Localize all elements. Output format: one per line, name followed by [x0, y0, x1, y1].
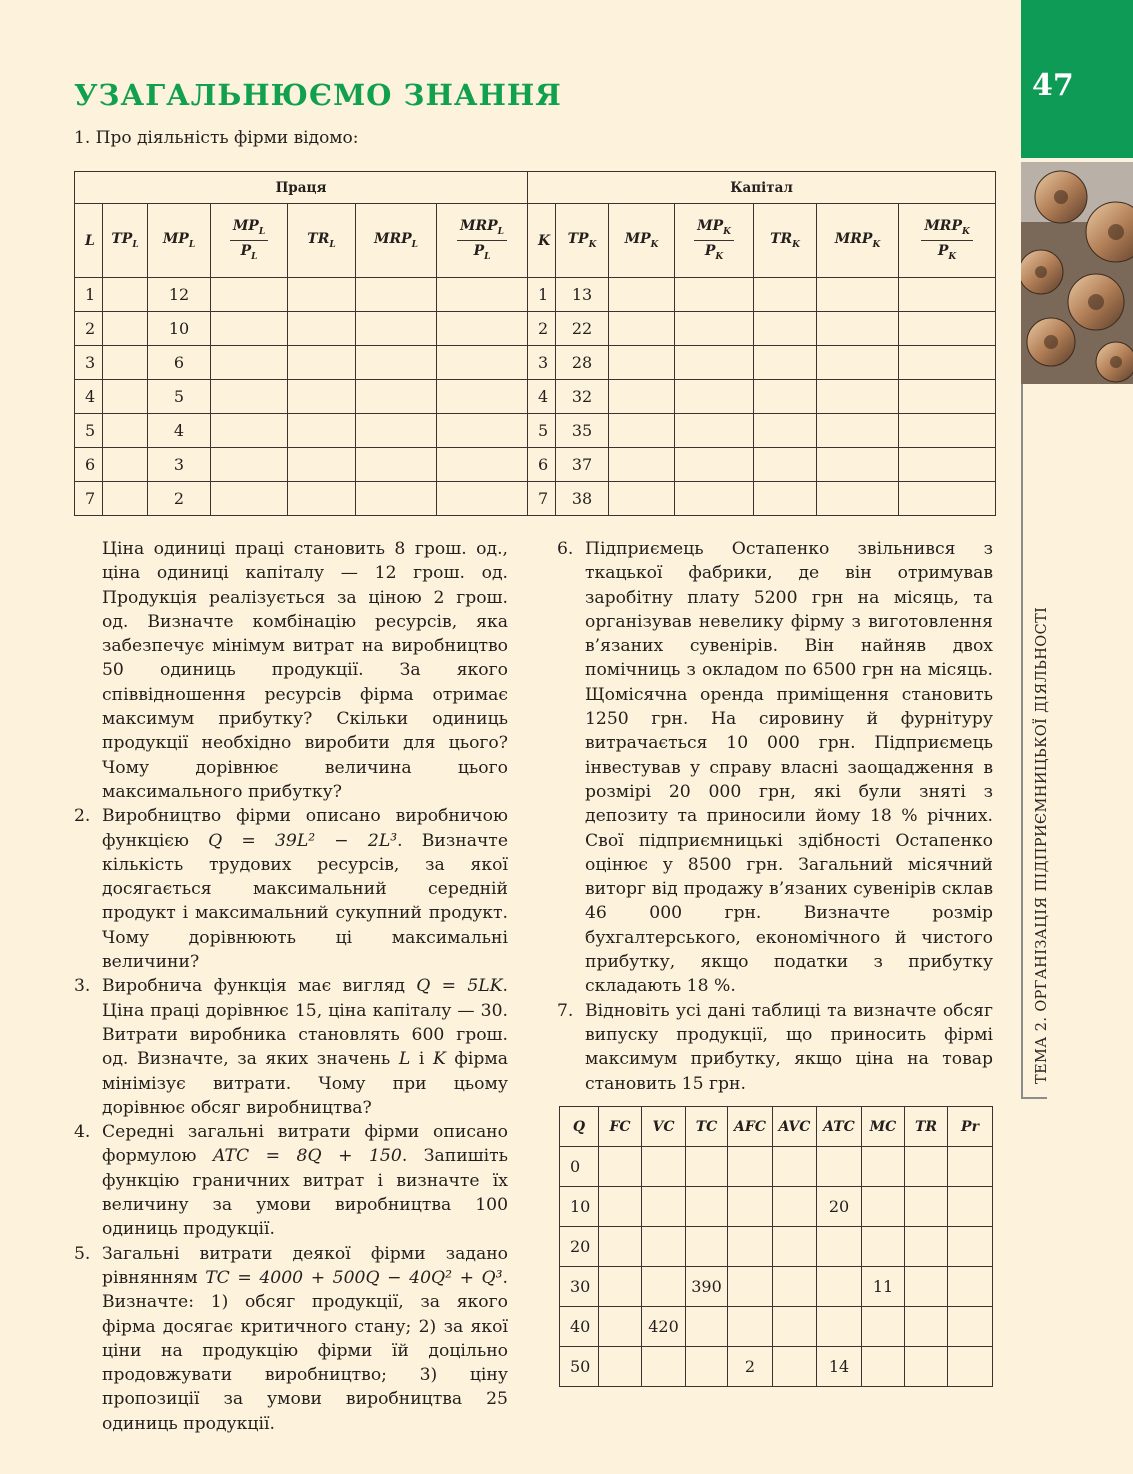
cell-K: 4 [528, 380, 556, 414]
cell-avc [773, 1147, 817, 1187]
cell-atc: 20 [817, 1187, 862, 1227]
cell [754, 312, 817, 346]
cell [437, 278, 528, 312]
cell [356, 482, 437, 516]
cell [103, 346, 148, 380]
cell [609, 278, 675, 312]
cell-avc [773, 1307, 817, 1347]
cell-TPK: 28 [556, 346, 609, 380]
cell [899, 448, 996, 482]
cell-L: 5 [75, 414, 103, 448]
cell [899, 312, 996, 346]
table-row [75, 346, 996, 380]
task-1-text [74, 537, 508, 804]
cell-TPK: 32 [556, 380, 609, 414]
task-3-var-K: K [432, 1049, 446, 1070]
cell [288, 312, 356, 346]
cell [288, 482, 356, 516]
left-text-column [74, 537, 508, 1436]
cell-vc [642, 1147, 686, 1187]
task-4-number: 4. [74, 1122, 91, 1143]
cell-K: 7 [528, 482, 556, 516]
task-6-text: Підприємець Остапенко звільнився з ткацької фабрики, де він отримував заробітну плату 5200 грн на місяць, та організував невелику фірму з виготовлення в’язаних сувенірів. Він найняв двох помічниць з окладом по 6500 грн на місяць. Щомісячна оренда приміщення становить 1250 грн. На сировину й фурнітуру витрачається 10 000 грн. Підприємець інвестував у справу власні заощадження в розмірі 20 000 грн, які були зняті з депозиту та приносили йому 18 % річних. Свої підприємницькі здібності Остапенко оцінює у 8500 грн. Загальний місячний виторг від продажу в’язаних сувенірів склав 46 000 грн. Визначте розмір бухгалтерського, економічного й чистого прибутку, якщо податки з прибутку складають 18 %. [585, 539, 993, 997]
col-MPL-PL: $\frac{MP_L}{P_L}$ [211, 204, 288, 278]
cell-vc [642, 1267, 686, 1307]
cell-pr [948, 1267, 993, 1307]
task-1-intro: 1. Про діяльність фірми відомо: [74, 128, 359, 148]
side-rule-bottom [1021, 1097, 1047, 1099]
cell [675, 346, 754, 380]
col-TRK: $TR_K$ [754, 204, 817, 278]
task-2-number: 2. [74, 806, 91, 827]
cell-q: 50 [560, 1347, 599, 1387]
task-2-text-a: Виробництво фірми описано виробничою функцією [102, 806, 508, 851]
cell [754, 448, 817, 482]
cell [675, 482, 754, 516]
task-4 [74, 1120, 508, 1241]
group-capital-header: Капітал [528, 172, 996, 204]
cell-mc: 11 [862, 1267, 905, 1307]
cell-avc [773, 1347, 817, 1387]
cell [675, 448, 754, 482]
cell [356, 312, 437, 346]
cell-vc: 420 [642, 1307, 686, 1347]
table-row [560, 1187, 993, 1227]
cell-avc [773, 1187, 817, 1227]
col-q: Q [560, 1107, 599, 1147]
cell [211, 312, 288, 346]
cell [899, 414, 996, 448]
table-row [75, 482, 996, 516]
task-3-formula: Q = 5LK [416, 976, 503, 997]
table-row [560, 1147, 993, 1187]
cell [103, 448, 148, 482]
cell [211, 380, 288, 414]
cell [356, 278, 437, 312]
cell-tr [905, 1347, 948, 1387]
col-MPK-PK: $\frac{MP_K}{P_K}$ [675, 204, 754, 278]
cell-mc [862, 1347, 905, 1387]
cell-tr [905, 1227, 948, 1267]
cell [899, 380, 996, 414]
cell-tr [905, 1307, 948, 1347]
cell-K: 5 [528, 414, 556, 448]
cell-mc [862, 1147, 905, 1187]
task-3-and: і [410, 1049, 433, 1070]
cell-atc [817, 1267, 862, 1307]
cell-atc: 14 [817, 1347, 862, 1387]
cell [899, 278, 996, 312]
task-5-formula: TC = 4000 + 500Q − 40Q² + Q³ [205, 1267, 503, 1288]
cell [609, 414, 675, 448]
cell-fc [599, 1187, 642, 1227]
task-3-text-b: . Ціна праці дорівнює 15, ціна капіталу — 30. Витрати виробника становлять 600 грош. од. Визначте, за яких значень [102, 976, 508, 1070]
cell-K: 1 [528, 278, 556, 312]
task-7 [557, 999, 993, 1096]
cell-q: 0 [560, 1147, 599, 1187]
cell-L: 6 [75, 448, 103, 482]
table-row [75, 414, 996, 448]
cell-afc [728, 1147, 773, 1187]
table-row [75, 312, 996, 346]
cell-mc [862, 1187, 905, 1227]
cell [817, 312, 899, 346]
task-6-number: 6. [557, 539, 574, 559]
cell [817, 482, 899, 516]
cell [899, 346, 996, 380]
cell-MPL: 10 [148, 312, 211, 346]
cell-fc [599, 1227, 642, 1267]
cell-avc [773, 1227, 817, 1267]
section-heading: УЗАГАЛЬНЮЄМО ЗНАННЯ [74, 78, 562, 112]
table-row [75, 380, 996, 414]
cell-TPK: 22 [556, 312, 609, 346]
cell [675, 380, 754, 414]
col-vc: VC [642, 1107, 686, 1147]
cell-K: 2 [528, 312, 556, 346]
cell-vc [642, 1227, 686, 1267]
cell [675, 278, 754, 312]
cell-pr [948, 1227, 993, 1267]
cell-TPK: 13 [556, 278, 609, 312]
task-5-text-b: . Визначте: 1) обсяг продукції, за якого фірма досягає критичного стану; 2) за якої ціни на продукцію фірми їй доцільно продовжувати виробництво; 3) ціну пропозиції за умови виробництва 25 одиниць продукції. [102, 1267, 508, 1434]
cell-MPL: 4 [148, 414, 211, 448]
task-3 [74, 974, 508, 1120]
cell-atc [817, 1307, 862, 1347]
cell [437, 448, 528, 482]
cell-q: 10 [560, 1187, 599, 1227]
cell-tc [686, 1307, 728, 1347]
table-row [560, 1347, 993, 1387]
group-labor-header: Праця [75, 172, 528, 204]
cell [288, 346, 356, 380]
col-MPL: $MP_L$ [148, 204, 211, 278]
cell [609, 312, 675, 346]
cell [609, 380, 675, 414]
cell-q: 40 [560, 1307, 599, 1347]
cell [211, 346, 288, 380]
cell [356, 380, 437, 414]
task-6 [557, 537, 993, 999]
cell-q: 30 [560, 1267, 599, 1307]
cell-MPL: 3 [148, 448, 211, 482]
chapter-side-title: ТЕМА 2. ОРГАНІЗАЦІЯ ПІДПРИЄМНИЦЬКОЇ ДІЯЛЬНОСТІ [1034, 606, 1050, 1084]
cell-pr [948, 1307, 993, 1347]
table1-header-row [75, 204, 996, 278]
cell [211, 414, 288, 448]
table-row [560, 1307, 993, 1347]
cell-MPL: 2 [148, 482, 211, 516]
task-5-number: 5. [74, 1243, 91, 1264]
cell-L: 7 [75, 482, 103, 516]
cell-L: 3 [75, 346, 103, 380]
table-row [75, 448, 996, 482]
cell [754, 414, 817, 448]
col-MPK: $MP_K$ [609, 204, 675, 278]
cell-atc [817, 1147, 862, 1187]
col-K: K [528, 204, 556, 278]
table-row [560, 1267, 993, 1307]
cell [356, 346, 437, 380]
col-TRL: $TR_L$ [288, 204, 356, 278]
cell [437, 380, 528, 414]
cell-TPK: 35 [556, 414, 609, 448]
cell-pr [948, 1147, 993, 1187]
gears-photo [1021, 162, 1133, 384]
cell-vc [642, 1187, 686, 1227]
cell-MPL: 12 [148, 278, 211, 312]
cell-tc [686, 1227, 728, 1267]
cell-fc [599, 1147, 642, 1187]
cell [437, 312, 528, 346]
col-tc: TC [686, 1107, 728, 1147]
cell [899, 482, 996, 516]
cell-tr [905, 1147, 948, 1187]
cell-L: 1 [75, 278, 103, 312]
col-mc: MC [862, 1107, 905, 1147]
col-TPL: $TP_L$ [103, 204, 148, 278]
cell-afc [728, 1267, 773, 1307]
cell-q: 20 [560, 1227, 599, 1267]
cell [817, 278, 899, 312]
col-MRPK: $MRP_K$ [817, 204, 899, 278]
col-L: L [75, 204, 103, 278]
cell [211, 278, 288, 312]
table2-body [560, 1147, 993, 1387]
table2-header-row [560, 1107, 993, 1147]
task-2-text-b: . Визначте кількість трудових ресурсів, за якої досягається максимальний середній продукт і максимальний сукупний продукт. Чому дорівнюють ці максимальні величини? [102, 830, 508, 973]
cell [437, 414, 528, 448]
task-5-text-a: Загальні витрати деякої фірми задано рівнянням [102, 1243, 508, 1288]
cell [356, 414, 437, 448]
task-5 [74, 1242, 508, 1436]
cell-tc [686, 1347, 728, 1387]
cell-afc [728, 1227, 773, 1267]
cell [675, 414, 754, 448]
cell-mc [862, 1307, 905, 1347]
cell [211, 482, 288, 516]
cell [754, 346, 817, 380]
cell [817, 346, 899, 380]
col-MRPL: $MRP_L$ [356, 204, 437, 278]
cell [609, 482, 675, 516]
cell [211, 448, 288, 482]
cell-pr [948, 1347, 993, 1387]
cell [103, 278, 148, 312]
cell [754, 278, 817, 312]
task-3-number: 3. [74, 976, 91, 997]
cell-pr [948, 1187, 993, 1227]
task-1-paragraph: Ціна одиниці праці становить 8 грош. од., ціна одиниці капіталу — 12 грош. од. Продукція реалізується за ціною 2 грош. од. Визначте комбінацію ресурсів, яка забезпечує мінімум витрат на виробництво 50 одиниць продукції. За якого співвідношення ресурсів фірма отримає максимум прибутку? Скільки одиниць продукції необхідно виробити для цього? Чому дорівнює величина цього максимального прибутку? [102, 539, 508, 802]
cell-TPK: 38 [556, 482, 609, 516]
cell-fc [599, 1307, 642, 1347]
cell-tc [686, 1147, 728, 1187]
task-2 [74, 804, 508, 974]
cell [103, 414, 148, 448]
col-MRPL-PL: $\frac{MRP_L}{P_L}$ [437, 204, 528, 278]
cell-TPK: 37 [556, 448, 609, 482]
task-4-text-a: Середні загальні витрати фірми описано формулою [102, 1122, 508, 1167]
table-row [75, 278, 996, 312]
side-rule [1021, 384, 1023, 1098]
task-4-formula: ATC = 8Q + 150 [213, 1146, 402, 1167]
cell [288, 448, 356, 482]
cell-K: 3 [528, 346, 556, 380]
right-text-column [557, 537, 993, 1096]
cell [288, 278, 356, 312]
cell [103, 482, 148, 516]
task-3-var-L: L [398, 1049, 411, 1070]
cell-K: 6 [528, 448, 556, 482]
cell-afc [728, 1187, 773, 1227]
page-number: 47 [1032, 68, 1074, 103]
col-avc: AVC [773, 1107, 817, 1147]
task-4-text-b: . Запишіть функцію граничних витрат і визначте їх величину за умови виробництва 100 одиниць продукції. [102, 1146, 508, 1240]
cell [288, 380, 356, 414]
cell-atc [817, 1227, 862, 1267]
cell-fc [599, 1267, 642, 1307]
cell-mc [862, 1227, 905, 1267]
cell-tc [686, 1187, 728, 1227]
task-2-formula: Q = 39L² − 2L³ [208, 830, 398, 851]
task-3-text-a: Виробнича функція має вигляд [102, 976, 417, 997]
cell-tc: 390 [686, 1267, 728, 1307]
cell [103, 380, 148, 414]
cell [288, 414, 356, 448]
col-pr: Pr [948, 1107, 993, 1147]
cell [356, 448, 437, 482]
cell [609, 346, 675, 380]
cell-afc: 2 [728, 1347, 773, 1387]
cost-table [559, 1106, 993, 1387]
cell [609, 448, 675, 482]
cell-MPL: 5 [148, 380, 211, 414]
cell-avc [773, 1267, 817, 1307]
cell [817, 380, 899, 414]
col-afc: AFC [728, 1107, 773, 1147]
cell [675, 312, 754, 346]
cell-MPL: 6 [148, 346, 211, 380]
cell-fc [599, 1347, 642, 1387]
col-atc: ATC [817, 1107, 862, 1147]
task-3-text-c: фірма мінімізує витрати. Чому при цьому дорівнює обсяг виробництва? [102, 1049, 508, 1118]
col-TPK: $TP_K$ [556, 204, 609, 278]
cell-afc [728, 1307, 773, 1347]
cell-L: 2 [75, 312, 103, 346]
table-row [560, 1227, 993, 1267]
cell-tr [905, 1187, 948, 1227]
labor-capital-table [74, 171, 996, 516]
cell-L: 4 [75, 380, 103, 414]
cell [817, 448, 899, 482]
cell [437, 346, 528, 380]
cell [754, 380, 817, 414]
task-7-number: 7. [557, 1000, 574, 1021]
col-fc: FC [599, 1107, 642, 1147]
cell [817, 414, 899, 448]
cell-vc [642, 1347, 686, 1387]
cell [754, 482, 817, 516]
cell [103, 312, 148, 346]
col-tr: TR [905, 1107, 948, 1147]
task-7-text: Відновіть усі дані таблиці та визначте обсяг випуску продукції, що приносить фірмі максимум прибутку, якщо ціна на товар становить 15 грн. [585, 1000, 993, 1094]
cell-tr [905, 1267, 948, 1307]
col-MRPK-PK: $\frac{MRP_K}{P_K}$ [899, 204, 996, 278]
cell [437, 482, 528, 516]
